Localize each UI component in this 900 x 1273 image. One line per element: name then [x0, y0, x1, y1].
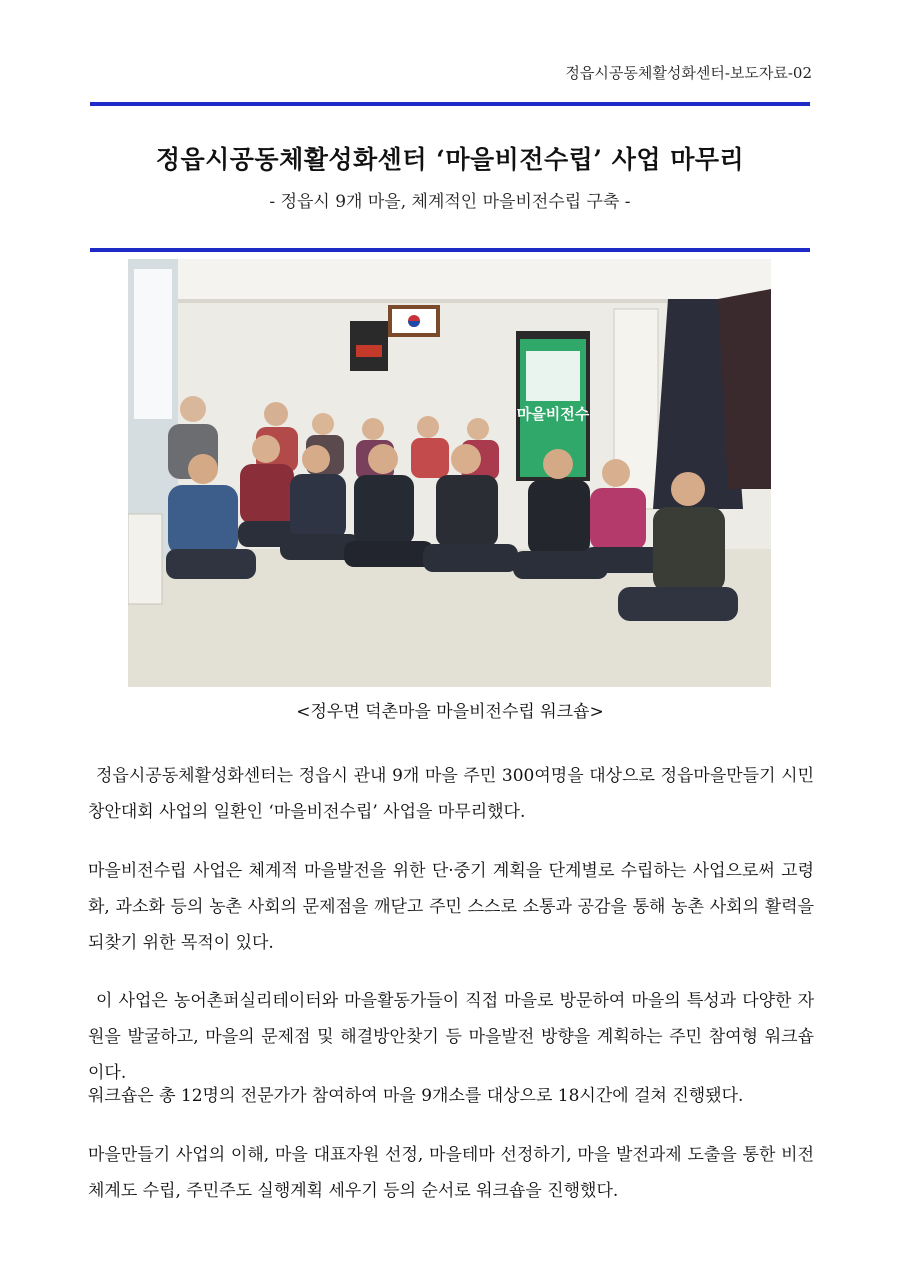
- workshop-photo-illustration: [128, 259, 771, 687]
- body-paragraph-5: 마을만들기 사업의 이해, 마을 대표자원 선정, 마을테마 선정하기, 마을 발전과제 도출을 통한 비전체계도 수립, 주민주도 실행계획 세우기 등의 순서로 워크숍을 진행했다.: [88, 1145, 814, 1201]
- photo-caption: <정우면 덕촌마을 마을비전수립 워크숍>: [296, 702, 604, 722]
- banner-text: 마을비전수: [516, 405, 590, 423]
- body-paragraph-2: 마을비전수립 사업은 체계적 마을발전을 위한 단·중기 계획을 단계별로 수립하는 사업으로써 고령화, 과소화 등의 농촌 사회의 문제점을 깨닫고 주민 스스로 소통과 공감을 통해 농촌 사회의 활력을 되찾기 위한 목적이 있다.: [88, 861, 814, 953]
- body-paragraph-4: 워크숍은 총 12명의 전문가가 참여하여 마을 9개소를 대상으로 18시간에 걸쳐 진행됐다.: [88, 1086, 744, 1106]
- body-paragraph-1: 정읍시공동체활성화센터는 정읍시 관내 9개 마을 주민 300여명을 대상으로 정읍마을만들기 시민창안대회 사업의 일환인 ‘마을비전수립’ 사업을 마무리했다.: [88, 766, 814, 822]
- workshop-photo: [128, 259, 771, 687]
- page-title: 정읍시공동체활성화센터 ‘마을비전수립’ 사업 마무리: [155, 145, 745, 174]
- bottom-divider: [90, 248, 810, 252]
- page-subtitle: - 정읍시 9개 마을, 체계적인 마을비전수립 구축 -: [269, 192, 631, 212]
- document-label: 정읍시공동체활성화센터-보도자료-02: [565, 64, 812, 82]
- body-paragraph-3: 이 사업은 농어촌퍼실리테이터와 마을활동가들이 직접 마을로 방문하여 마을의 특성과 다양한 자원을 발굴하고, 마을의 문제점 및 해결방안찾기 등 마을발전 방향을 계획하는 주민 참여형 워크숍이다.: [88, 991, 814, 1083]
- top-divider: [90, 102, 810, 106]
